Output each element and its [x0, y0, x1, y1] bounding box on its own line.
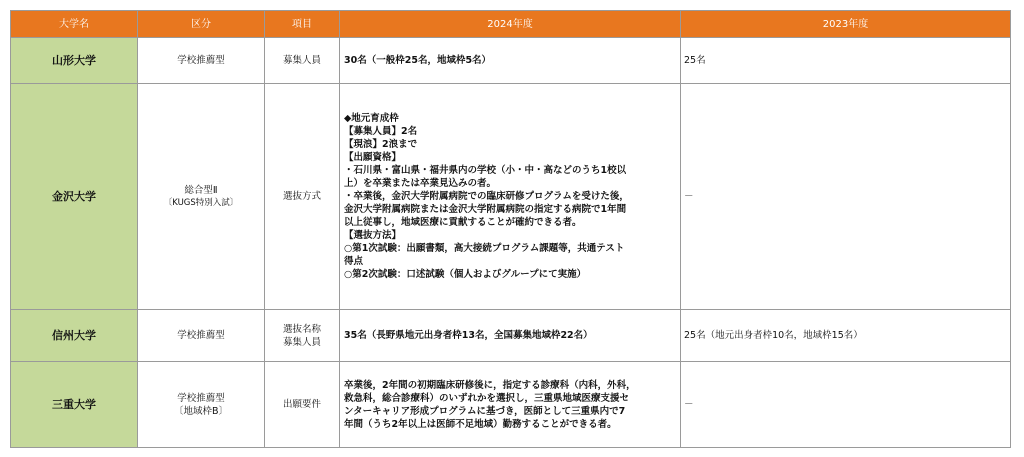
category-line: 〔KUGS特別入試〕 [163, 197, 239, 208]
category-cell [138, 38, 265, 84]
category-line: 学校推薦型 [177, 392, 225, 404]
text-line: 得点 [344, 256, 364, 267]
text-line: 【選抜方法】 [344, 230, 402, 241]
university-cell: 三重大学 [11, 362, 138, 448]
text-line: 35名（長野県地元出身者枠13名，全国募集地域枠22名） [344, 330, 593, 341]
university-cell: 金沢大学 [11, 84, 138, 310]
cell-2024 [340, 84, 681, 310]
cell-2023: － [681, 84, 1011, 310]
category-cell [138, 84, 265, 310]
table-row-mie [11, 362, 1011, 448]
cell-2023: － [681, 362, 1011, 448]
text-line: ○第1次試験：出願書類，高大接続プログラム課題等，共通テスト [344, 243, 625, 254]
university-cell: 信州大学 [11, 310, 138, 362]
cell-2023: 25名（地元出身者枠10名，地域枠15名） [681, 310, 1011, 362]
category-cell [138, 310, 265, 362]
cell-2024 [340, 38, 681, 84]
item-cell [265, 362, 340, 448]
text-line: 【出願資格】 [344, 152, 402, 163]
item-line: 選抜方式 [282, 191, 321, 202]
text-line: 【募集人員】2名 [344, 126, 418, 137]
text-line: ンターキャリア形成プログラムに基づき，医師として三重県内で7 [344, 405, 626, 417]
item-cell [265, 310, 340, 362]
text-line: ◆地元育成枠 [344, 113, 399, 124]
table-row-kanazawa [11, 84, 1011, 310]
category-line: 学校推薦型 [177, 330, 225, 341]
comparison-table [10, 10, 1011, 448]
item-line: 選抜名称 [282, 323, 321, 335]
item-cell [265, 84, 340, 310]
table-row-shinshu [11, 310, 1011, 362]
category-cell [138, 362, 265, 448]
text-line: 年間（うち2年以上は医師不足地域）勤務することができる者。 [344, 418, 617, 430]
header-item: 項目 [265, 11, 340, 38]
category-line: 〔地域枠B〕 [173, 405, 229, 417]
text-line: ○第2次試験：口述試験（個人およびグループにて実施） [344, 269, 587, 280]
text-line: 卒業後，2年間の初期臨床研修後に，指定する診療科（内科，外科， [344, 379, 636, 391]
header-row [11, 11, 1011, 38]
university-cell: 山形大学 [11, 38, 138, 84]
header-category: 区分 [138, 11, 265, 38]
category-line: 総合型Ⅱ [184, 184, 218, 196]
text-line: ・卒業後，金沢大学附属病院での臨床研修プログラムを受けた後， [344, 191, 629, 202]
header-2023: 2023年度 [681, 11, 1011, 38]
text-line: 金沢大学附属病院または金沢大学附属病院の指定する病院で1年間 [344, 204, 627, 215]
item-cell [265, 38, 340, 84]
header-2024: 2024年度 [340, 11, 681, 38]
cell-2024 [340, 362, 681, 448]
item-line: 出願要件 [282, 399, 321, 410]
text-line: 救急科，総合診療科）のいずれかを選択し，三重県地域医療支援セ [344, 392, 630, 404]
table-row-yamagata [11, 38, 1011, 84]
item-line: 募集人員 [282, 55, 321, 66]
text-line: 以上従事し，地域医療に貢献することが確約できる者。 [344, 217, 582, 228]
header-university: 大学名 [11, 11, 138, 38]
category-line: 学校推薦型 [177, 55, 225, 66]
cell-2024 [340, 310, 681, 362]
cell-2023: 25名 [681, 38, 1011, 84]
text-line: 30名（一般枠25名，地域枠5名） [344, 55, 492, 66]
text-line: ・石川県・富山県・福井県内の学校（小・中・高などのうち1校以 [344, 165, 627, 176]
text-line: 【現浪】2浪まで [344, 139, 418, 150]
item-line: 募集人員 [282, 336, 321, 348]
comparison-table-wrapper [10, 10, 1011, 448]
text-line: 上）を卒業または卒業見込みの者。 [344, 178, 497, 189]
